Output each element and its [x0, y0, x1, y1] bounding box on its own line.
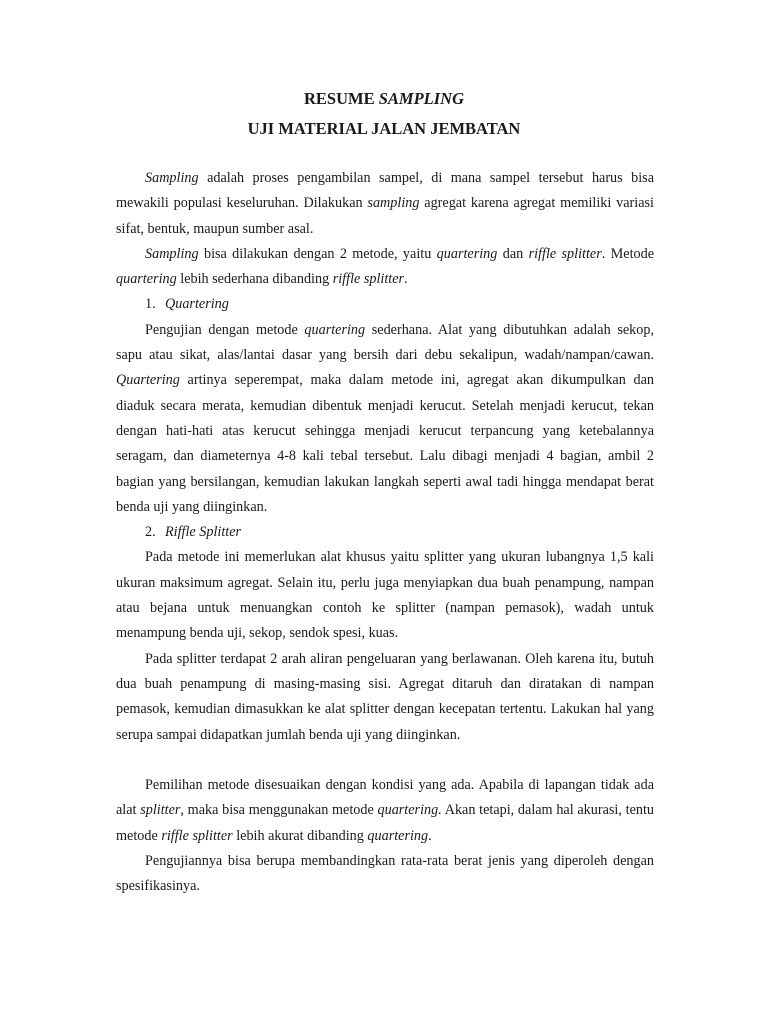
- document-subtitle: UJI MATERIAL JALAN JEMBATAN: [247, 119, 521, 138]
- paragraph-sampling-methods: Sampling bisa dilakukan dengan 2 metode, yaitu quartering dan riffle splitter. Metode quartering lebih sederhana dibanding riffle splitter.: [116, 245, 654, 288]
- list-item-riffle-splitter: 2. Riffle Splitter: [145, 524, 242, 541]
- title-block: [0, 84, 768, 144]
- paragraph-riffle-procedure: Pada splitter terdapat 2 arah aliran pengeluaran yang berlawanan. Oleh karena itu, butuh dua buah penampung di masing-masing sisi. Agregat ditaruh dan diratakan di nampan pemasok, kemudian dimasukkan ke alat splitter dengan kecepatan tertentu. Lakukan hal yang serupa sampai didapatkan jumlah benda uji yang diinginkan.: [116, 650, 654, 743]
- document-body: [116, 166, 654, 900]
- paragraph-riffle-tools: Pada metode ini memerlukan alat khusus yaitu splitter yang ukuran lubangnya 1,5 kali ukuran maksimum agregat. Selain itu, perlu juga menyiapkan dua buah penampung, nampan atau bejana untuk menuangkan contoh ke splitter (nampan pemasok), wadah untuk menampung benda uji, sekop, sendok spesi, kuas.: [116, 549, 654, 642]
- paragraph-quartering: Pengujian dengan metode quartering sederhana. Alat yang dibutuhkan adalah sekop, sapu atau sikat, alas/lantai dasar yang bersih dari debu sekalipun, wadah/nampan/cawan. Quartering artinya seperempat, maka dalam metode ini, agregat akan dikumpulkan dan diaduk secara merata, kemudian dibentuk menjadi kerucut. Setelah menjadi kerucut, tekan dengan hati-hati atas kerucut sehingga menjadi kerucut terpancung yang ketebalannya seragam, dan diameternya 4-8 kali tebal tersebut. Lalu dibagi menjadi 4 bagian, ambil 2 bagian yang bersilangan, kemudian lakukan langkah seperti awal tadi hingga mendapat berat benda uji yang diinginkan.: [116, 321, 654, 515]
- paragraph-sampling-definition: Sampling adalah proses pengambilan sampel, di mana sampel tersebut harus bisa mewakili populasi keseluruhan. Dilakukan sampling agregat karena agregat memiliki variasi sifat, bentuk, maupun sumber asal.: [116, 170, 654, 237]
- paragraph-gap: [116, 748, 654, 773]
- title-prefix: RESUME: [304, 89, 379, 108]
- paragraph-testing: Pengujiannya bisa berupa membandingkan rata-rata berat jenis yang diperoleh dengan spesifikasinya.: [116, 853, 654, 895]
- paragraph-method-selection: Pemilihan metode disesuaikan dengan kondisi yang ada. Apabila di lapangan tidak ada alat splitter, maka bisa menggunakan metode quartering. Akan tetapi, dalam hal akurasi, tentu metode riffle splitter lebih akurat dibanding quartering.: [116, 777, 654, 844]
- list-item-quartering: 1. Quartering: [145, 296, 229, 313]
- title-italic-word: SAMPLING: [378, 89, 464, 108]
- document-title: [0, 84, 768, 114]
